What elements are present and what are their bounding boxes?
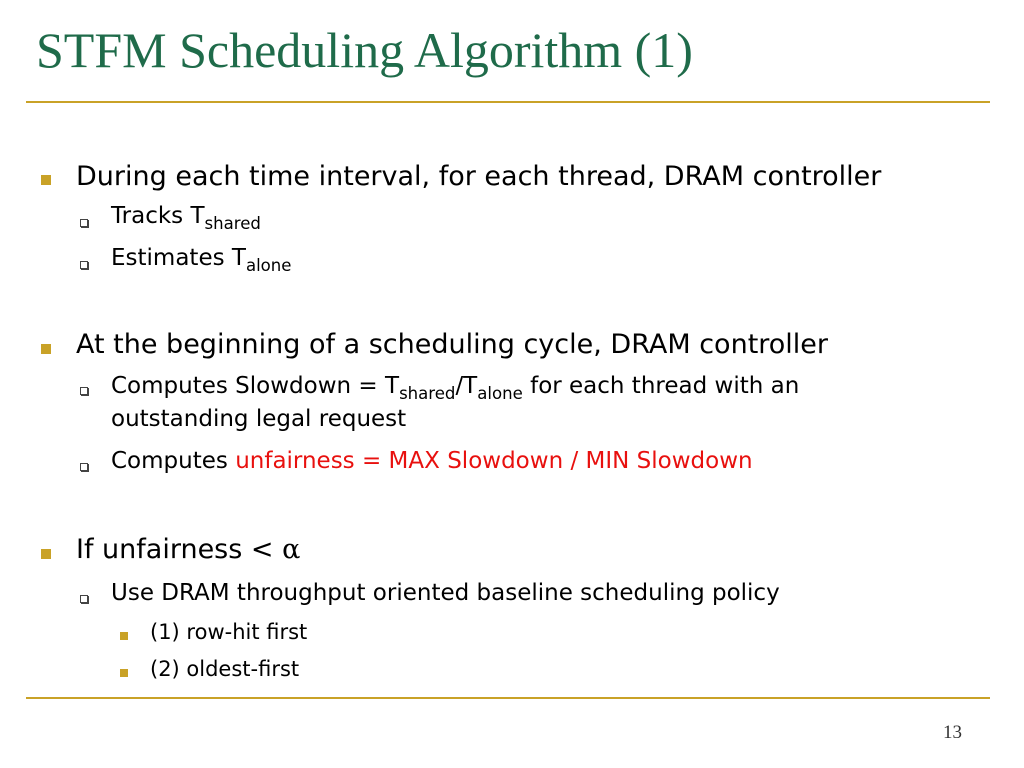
- slide-title: STFM Scheduling Algorithm (1): [36, 22, 693, 78]
- bullet-computes-slowdown: [111, 373, 800, 403]
- slowdown-suffix: for each thread with an: [522, 373, 800, 399]
- square-bullet-icon: [120, 632, 128, 640]
- estimates-prefix: Estimates T: [111, 245, 246, 271]
- checkbox-bullet-icon: [80, 595, 88, 603]
- tracks-subscript: shared: [204, 213, 261, 233]
- checkbox-bullet-icon: [80, 219, 88, 227]
- checkbox-bullet-icon: [80, 387, 88, 395]
- bullet-computes-slowdown-line2: outstanding legal request: [111, 406, 407, 432]
- bullet-scheduling-cycle: At the beginning of a scheduling cycle, DRAM controller: [76, 329, 829, 360]
- page-number: 13: [943, 722, 962, 743]
- square-bullet-icon: [41, 549, 51, 559]
- slowdown-prefix: Computes Slowdown = T: [111, 373, 400, 399]
- square-bullet-icon: [41, 344, 51, 354]
- unfairness-formula: unfairness = MAX Slowdown / MIN Slowdown: [235, 448, 753, 474]
- estimates-subscript: alone: [245, 255, 292, 275]
- checkbox-bullet-icon: [80, 463, 88, 471]
- square-bullet-icon: [41, 175, 51, 185]
- sub-item-oldest-first: (2) oldest-first: [150, 657, 300, 681]
- slowdown-divider: /T: [455, 373, 478, 399]
- footer-divider: [26, 697, 990, 699]
- if-unfairness-text: If unfairness <: [76, 534, 283, 565]
- title-divider: [26, 101, 990, 103]
- alpha-symbol: α: [282, 534, 301, 565]
- bullet-if-unfairness: [76, 534, 300, 565]
- slowdown-subscript-alone: alone: [477, 383, 523, 403]
- slowdown-subscript-shared: shared: [399, 383, 456, 403]
- sub-item-row-hit-first: (1) row-hit first: [150, 620, 308, 644]
- bullet-baseline-policy: Use DRAM throughput oriented baseline scheduling policy: [111, 580, 780, 606]
- unfairness-prefix: Computes: [111, 448, 236, 474]
- tracks-prefix: Tracks T: [111, 203, 205, 229]
- bullet-computes-unfairness: [111, 448, 753, 474]
- bullet-tracks-tshared: [111, 203, 261, 233]
- bullet-estimates-talone: [111, 245, 292, 275]
- square-bullet-icon: [120, 669, 128, 677]
- bullet-during-interval: During each time interval, for each thread, DRAM controller: [76, 161, 882, 192]
- checkbox-bullet-icon: [80, 261, 88, 269]
